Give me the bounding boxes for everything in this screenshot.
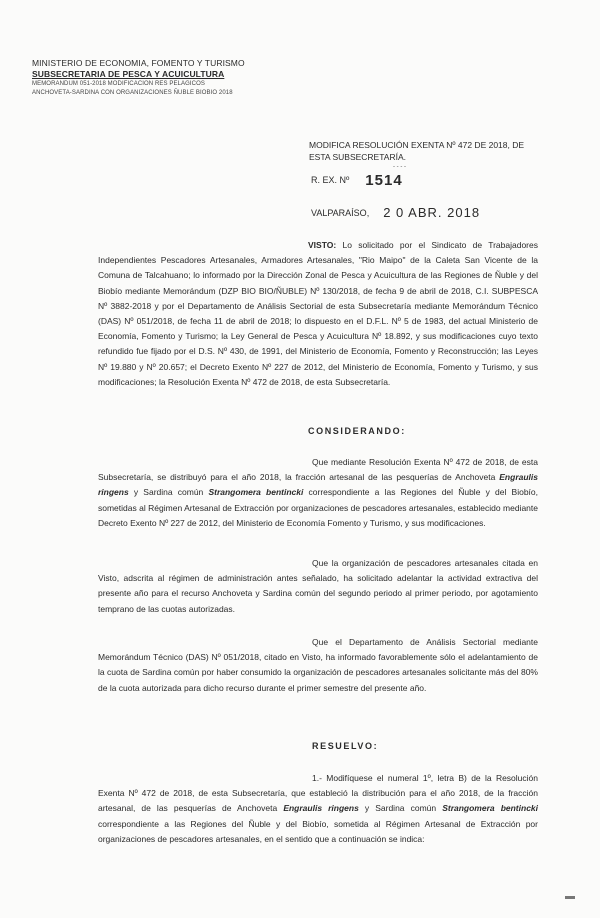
considerando-1-text-a: Que mediante Resolución Exenta Nº 472 de 2018, de esta Subsecretaría, se distribuyó para el año 2018, la fracción artesanal de las pesquerías de Anchoveta <box>98 457 538 483</box>
resuelvo-paragraph-1 <box>98 771 538 847</box>
dateline-date: 2 0 ABR. 2018 <box>383 205 481 220</box>
species-sardina: Strangomera bentincki <box>442 803 539 814</box>
resuelvo-1-text-b: y Sardina común <box>358 803 443 814</box>
considerando-1-text-c: correspondiente a las Regiones del Ñuble y del Biobío, sometidas al Régimen Artesanal de Extracción por organizaciones de pescadores artesanales, establecido mediante Decreto Exento Nº 227 de 2012, del Ministerio de Economía Fomento y Turismo, y sus modificaciones. <box>98 487 538 528</box>
considerando-paragraph-2 <box>98 556 538 617</box>
considerando-heading: CONSIDERANDO: <box>308 426 406 436</box>
species-sardina: Strangomera bentincki <box>208 487 304 498</box>
resuelvo-1-text-a: 1.- Modifíquese el numeral 1º, letra B) de la Resolución Exenta Nº 472 de 2018, de esta Subsecretaría, que estableció la distribución para el año 2018, de la fracción artesanal, de las pesquerías de Anchoveta <box>98 773 538 814</box>
dateline-city: VALPARAÍSO, <box>311 208 370 218</box>
considerando-paragraph-3 <box>98 635 538 696</box>
resuelvo-1-text-c: correspondiente a las Regiones del Ñuble y del Biobío, sometida al Régimen Artesanal de Extracción por organizaciones de pescadores artesanales, en el sentido que a continuación se indica: <box>98 818 538 844</box>
letterhead <box>32 58 292 98</box>
dateline <box>311 205 480 220</box>
file-reference-line-1: MEMORANDUM 051-2018 MODIFICACION RES PELAGICOS <box>32 81 205 87</box>
resolution-number: 1514 <box>365 172 403 189</box>
subject-separator: - - - - <box>393 164 406 170</box>
visto-paragraph <box>98 238 538 390</box>
scan-mark <box>565 896 575 899</box>
subject-line-2: ESTA SUBSECRETARÍA. <box>309 152 406 162</box>
subject-block <box>309 139 559 171</box>
visto-text: Lo solicitado por el Sindicato de Trabajadores Independientes Pescadores Artesanales, Armadores Artesanales, "Rio Maipo" de la Caleta San Vicente de la Comuna de Talcahuano; lo informado por la Dirección Zonal de Pesca y Acuicultura de las Regiones de Ñuble y del Biobío mediante Memorándum (DZP BIO BIO/ÑUBLE) Nº 130/2018, de fecha 9 de abril de 2018, C.I. SUBPESCA Nº 3882-2018 y por el Departamento de Análisis Sectorial de esta Subsecretaría mediante Memorándum Técnico (DAS) Nº 051/2018, de fecha 11 de abril de 2018; lo dispuesto en el D.F.L. Nº 5 de 1983, del actual Ministerio de Economía, Fomento y Turismo; la Ley General de Pesca y Acuicultura Nº 18.892, y sus modificaciones cuyo texto refundido fue fijado por el D.S. Nº 430, de 1991, del Ministerio de Economía, Fomento y Reconstrucción; las Leyes Nº 19.880 y Nº 20.657; el Decreto Exento Nº 227 de 2012, del Ministerio de Economía, Fomento y Turismo, y sus modificaciones; la Resolución Exenta Nº 472 de 2018, de esta Subsecretaría. <box>98 240 538 387</box>
considerando-paragraph-1 <box>98 455 538 531</box>
considerando-2-text: Que la organización de pescadores artesanales citada en Visto, adscrita al régimen de administración antes señalado, ha solicitado adelantar la actividad extractiva del presente año para el recurso Anchoveta y Sardina común del segundo periodo al primer periodo, por agotamiento temprano de las cuotas autorizadas. <box>98 558 538 614</box>
ministry-name: MINISTERIO DE ECONOMIA, FOMENTO Y TURISMO <box>32 58 245 68</box>
visto-label: VISTO: <box>308 240 337 250</box>
species-anchoveta: Engraulis ringens <box>98 472 538 498</box>
resuelvo-heading: RESUELVO: <box>312 741 379 751</box>
species-anchoveta: Engraulis ringens <box>283 803 359 814</box>
considerando-1-text-b: y Sardina común <box>128 487 209 498</box>
resolution-label: R. EX. Nº <box>311 175 350 185</box>
undersecretariat-name: SUBSECRETARIA DE PESCA Y ACUICULTURA <box>32 69 225 79</box>
resolution-number-row <box>311 172 403 189</box>
subject-line-1: MODIFICA RESOLUCIÓN EXENTA Nº 472 DE 2018, DE <box>309 140 525 150</box>
considerando-3-text: Que el Departamento de Análisis Sectorial mediante Memorándum Técnico (DAS) Nº 051/2018, citado en Visto, ha informado favorablemente sólo el adelantamiento de la cuota de Sardina común por haber consumido la organización de pescadores artesanales solicitante más del 80% de la cuota autorizada para dicho recurso durante el primer semestre del presente año. <box>98 637 538 693</box>
file-reference-line-2: ANCHOVETA-SARDINA CON ORGANIZACIONES ÑUBLE BIOBIO 2018 <box>32 90 233 96</box>
